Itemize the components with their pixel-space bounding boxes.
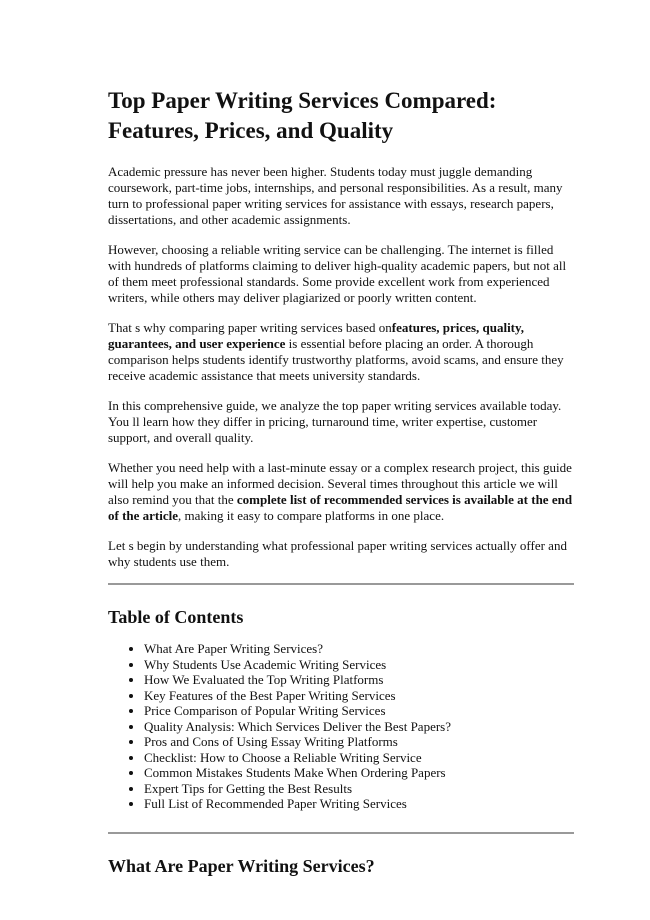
- toc-item-10: • Expert Tips for Getting the Best Results: [144, 781, 574, 797]
- intro-paragraph-2: However, choosing a reliable writing service can be challenging. The internet is filled with hundreds of platforms claiming to deliver high-quality academic papers, but not all of them meet professional standards. Some provide excellent work from experienced writers, while others may deliver plagiarized or poorly written content.: [108, 242, 567, 305]
- toc-list: [108, 641, 574, 812]
- toc-item-5: • Price Comparison of Popular Writing Services: [144, 703, 574, 719]
- toc-item-8: • Checklist: How to Choose a Reliable Writing Service: [144, 750, 574, 766]
- toc-item-2: • Why Students Use Academic Writing Services: [144, 657, 574, 673]
- intro-paragraph-6: Let s begin by understanding what professional paper writing services actually offer and why students use them.: [108, 538, 567, 569]
- intro-paragraph-3: That s why comparing paper writing services based onfeatures, prices, quality, guarantees, and user experience is essential before placing an order. A thorough comparison helps students identify trustworthy platforms, avoid scams, and ensure they receive academic assistance that meets university standards.: [108, 320, 564, 383]
- toc-item-3: • How We Evaluated the Top Writing Platforms: [144, 672, 574, 688]
- intro-paragraph-4: In this comprehensive guide, we analyze the top paper writing services available today. You ll learn how they differ in pricing, turnaround time, writer expertise, customer support, and overall quality.: [108, 398, 562, 445]
- section-divider-bottom: [108, 832, 574, 834]
- toc-item-6: • Quality Analysis: Which Services Deliver the Best Papers?: [144, 719, 574, 735]
- section-divider-top: [108, 583, 574, 585]
- article-page: [108, 0, 574, 878]
- toc-item-7: • Pros and Cons of Using Essay Writing Platforms: [144, 734, 574, 750]
- toc-item-1: • What Are Paper Writing Services?: [144, 641, 574, 657]
- toc-heading: Table of Contents: [108, 607, 244, 627]
- toc-item-9: • Common Mistakes Students Make When Ordering Papers: [144, 765, 574, 781]
- article-title: Top Paper Writing Services Compared: Features, Prices, and Quality: [108, 88, 497, 143]
- intro-paragraph-5: Whether you need help with a last-minute essay or a complex research project, this guide will help you make an informed decision. Several times throughout this article we will also remind you that the complete list of recommended services is available at the end of the article, making it easy to compare platforms in one place.: [108, 460, 573, 523]
- next-section-heading: What Are Paper Writing Services?: [108, 855, 375, 876]
- toc-item-4: • Key Features of the Best Paper Writing Services: [144, 688, 574, 704]
- toc-item-11: • Full List of Recommended Paper Writing Services: [144, 796, 574, 812]
- intro-paragraph-1: Academic pressure has never been higher. Students today must juggle demanding coursework, part-time jobs, internships, and personal responsibilities. As a result, many turn to professional paper writing services for assistance with essays, research papers, dissertations, and other academic assignments.: [108, 164, 563, 227]
